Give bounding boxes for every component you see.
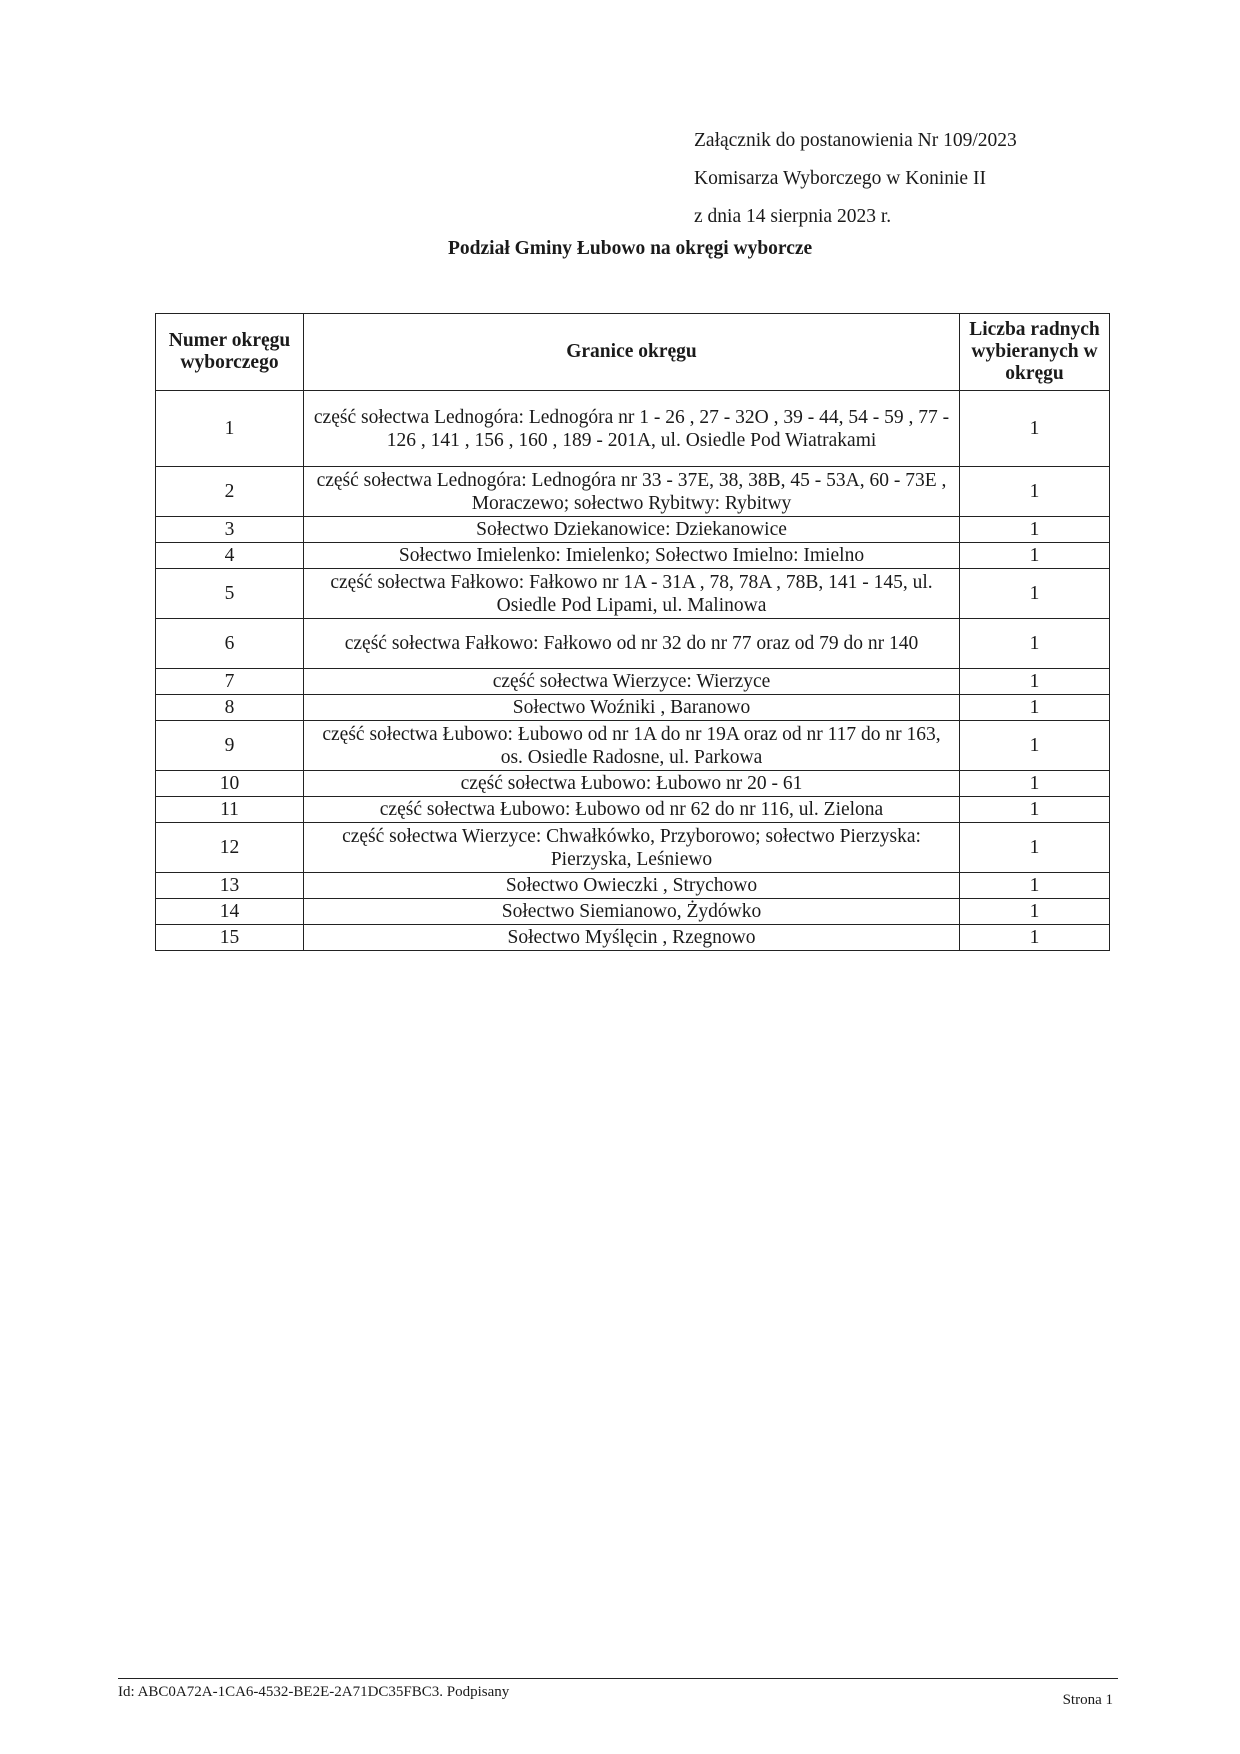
cell-bounds: część sołectwa Łubowo: Łubowo nr 20 - 61 <box>304 771 960 797</box>
table-row <box>156 797 1110 823</box>
table-row <box>156 543 1110 569</box>
cell-bounds: część sołectwa Łubowo: Łubowo od nr 1A do nr 19A oraz od nr 117 do nr 163, os. Osiedle Radosne, ul. Parkowa <box>304 721 960 771</box>
cell-count: 1 <box>960 517 1110 543</box>
cell-bounds: Sołectwo Siemianowo, Żydówko <box>304 899 960 925</box>
table-row <box>156 873 1110 899</box>
cell-number: 4 <box>156 543 304 569</box>
cell-bounds: część sołectwa Lednogóra: Lednogóra nr 33 - 37E, 38, 38B, 45 - 53A, 60 - 73E , Moraczewo; sołectwo Rybitwy: Rybitwy <box>304 467 960 517</box>
cell-count: 1 <box>960 391 1110 467</box>
table-row <box>156 899 1110 925</box>
attachment-line-3: z dnia 14 sierpnia 2023 r. <box>694 206 892 227</box>
table-row <box>156 619 1110 669</box>
table-row <box>156 391 1110 467</box>
cell-count: 1 <box>960 569 1110 619</box>
footer-divider <box>118 1678 1118 1679</box>
footer-document-id: Id: ABC0A72A-1CA6-4532-BE2E-2A71DC35FBC3. Podpisany <box>118 1684 510 1700</box>
cell-count: 1 <box>960 823 1110 873</box>
cell-bounds: Sołectwo Myślęcin , Rzegnowo <box>304 925 960 951</box>
footer-page-number: Strona 1 <box>1062 1692 1113 1708</box>
cell-bounds: część sołectwa Fałkowo: Fałkowo od nr 32 do nr 77 oraz od 79 do nr 140 <box>304 619 960 669</box>
cell-bounds: część sołectwa Fałkowo: Fałkowo nr 1A - 31A , 78, 78A , 78B, 141 - 145, ul. Osiedle Pod Lipami, ul. Malinowa <box>304 569 960 619</box>
cell-count: 1 <box>960 797 1110 823</box>
table-row <box>156 695 1110 721</box>
table-row <box>156 517 1110 543</box>
cell-bounds: część sołectwa Wierzyce: Chwałkówko, Przyborowo; sołectwo Pierzyska: Pierzyska, Leśniewo <box>304 823 960 873</box>
table-row <box>156 467 1110 517</box>
attachment-line-1: Załącznik do postanowienia Nr 109/2023 <box>694 130 1017 151</box>
cell-number: 6 <box>156 619 304 669</box>
cell-count: 1 <box>960 467 1110 517</box>
cell-count: 1 <box>960 695 1110 721</box>
header-number: Numer okręgu wyborczego <box>156 314 304 391</box>
table-row <box>156 771 1110 797</box>
cell-bounds: część sołectwa Lednogóra: Lednogóra nr 1 - 26 , 27 - 32O , 39 - 44, 54 - 59 , 77 - 126 , 141 , 156 , 160 , 189 - 201A, ul. Osiedle Pod Wiatrakami <box>304 391 960 467</box>
cell-count: 1 <box>960 771 1110 797</box>
cell-number: 11 <box>156 797 304 823</box>
cell-number: 10 <box>156 771 304 797</box>
table-row <box>156 569 1110 619</box>
cell-number: 1 <box>156 391 304 467</box>
cell-number: 15 <box>156 925 304 951</box>
cell-bounds: Sołectwo Dziekanowice: Dziekanowice <box>304 517 960 543</box>
cell-number: 2 <box>156 467 304 517</box>
attachment-line-2: Komisarza Wyborczego w Koninie II <box>694 168 986 189</box>
header-bounds: Granice okręgu <box>304 314 960 391</box>
header-count: Liczba radnych wybieranych w okręgu <box>960 314 1110 391</box>
cell-number: 14 <box>156 899 304 925</box>
attachment-header <box>694 122 1017 236</box>
cell-number: 7 <box>156 669 304 695</box>
cell-bounds: Sołectwo Woźniki , Baranowo <box>304 695 960 721</box>
cell-number: 5 <box>156 569 304 619</box>
table-row <box>156 823 1110 873</box>
cell-bounds: część sołectwa Wierzyce: Wierzyce <box>304 669 960 695</box>
table-row <box>156 925 1110 951</box>
table-row <box>156 721 1110 771</box>
cell-bounds: część sołectwa Łubowo: Łubowo od nr 62 do nr 116, ul. Zielona <box>304 797 960 823</box>
cell-count: 1 <box>960 543 1110 569</box>
table-row <box>156 669 1110 695</box>
cell-number: 12 <box>156 823 304 873</box>
cell-number: 8 <box>156 695 304 721</box>
cell-count: 1 <box>960 619 1110 669</box>
cell-count: 1 <box>960 899 1110 925</box>
cell-number: 13 <box>156 873 304 899</box>
table-header-row <box>156 314 1110 391</box>
cell-count: 1 <box>960 669 1110 695</box>
cell-bounds: Sołectwo Owieczki , Strychowo <box>304 873 960 899</box>
cell-count: 1 <box>960 925 1110 951</box>
cell-count: 1 <box>960 873 1110 899</box>
districts-table <box>155 313 1110 951</box>
document-title: Podział Gminy Łubowo na okręgi wyborcze <box>448 238 813 259</box>
cell-count: 1 <box>960 721 1110 771</box>
cell-bounds: Sołectwo Imielenko: Imielenko; Sołectwo Imielno: Imielno <box>304 543 960 569</box>
cell-number: 9 <box>156 721 304 771</box>
cell-number: 3 <box>156 517 304 543</box>
